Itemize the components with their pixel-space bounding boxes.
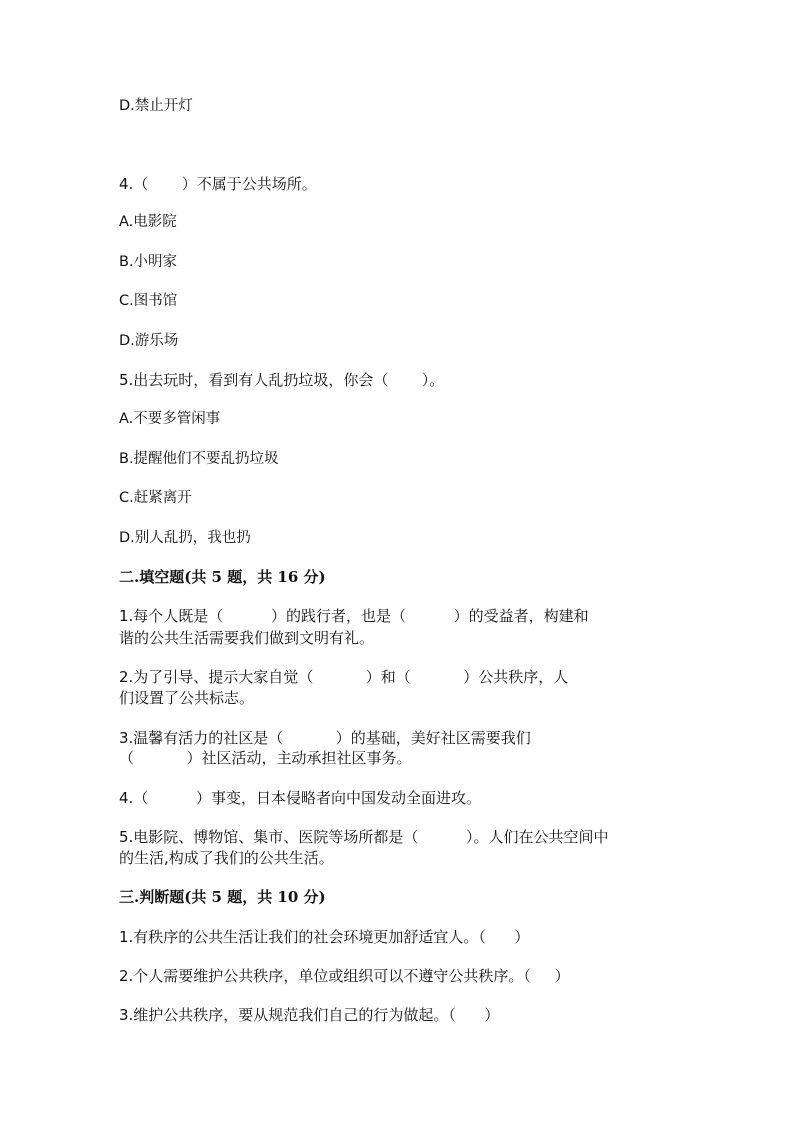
fill-q1-line1: 1.每个人既是（ ）的践行者，也是（ ）的受益者，构建和 <box>119 607 589 625</box>
q5-option-d: D.别人乱扔，我也扔 <box>119 530 251 546</box>
fill-q2-line2: 们设置了公共标志。 <box>119 689 255 707</box>
fill-q5-line2: 的生活,构成了我们的公共生活。 <box>119 849 334 867</box>
q3-option-d: D.禁止开灯 <box>119 98 193 114</box>
fill-q2-line1: 2.为了引导、提示大家自觉（ ）和（ ）公共秩序，人 <box>119 668 569 686</box>
q5-option-a: A.不要多管闲事 <box>119 411 221 427</box>
fill-q4: 4.（ ）事变，日本侵略者向中国发动全面进攻。 <box>119 789 481 807</box>
q5-option-b: B.提醒他们不要乱扔垃圾 <box>119 451 279 467</box>
fill-q1-line2: 谐的公共生活需要我们做到文明有礼。 <box>119 629 375 647</box>
section-judge-heading: 三.判断题(共 5 题，共 10 分) <box>119 888 326 906</box>
q4-question: 4.（ ）不属于公共场所。 <box>119 175 317 193</box>
judge-q1: 1.有秩序的公共生活让我们的社会环境更加舒适宜人。（ ） <box>119 928 530 946</box>
q4-option-c: C.图书馆 <box>119 293 178 309</box>
judge-q3: 3.维护公共秩序，要从规范我们自己的行为做起。（ ） <box>119 1006 500 1024</box>
q4-option-d: D.游乐场 <box>119 333 179 349</box>
judge-q2: 2.个人需要维护公共秩序，单位或组织可以不遵守公共秩序。（ ） <box>119 967 570 985</box>
q5-question: 5.出去玩时，看到有人乱扔垃圾，你会（ ）。 <box>119 371 445 389</box>
q4-option-a: A.电影院 <box>119 214 177 230</box>
section-fill-in-heading: 二.填空题(共 5 题，共 16 分) <box>119 568 326 586</box>
q4-option-b: B.小明家 <box>119 254 178 270</box>
q5-option-c: C.赶紧离开 <box>119 490 192 506</box>
fill-q5-line1: 5.电影院、博物馆、集市、医院等场所都是（ ）。人们在公共空间中 <box>119 828 609 846</box>
fill-q3-line2: （ ）社区活动，主动承担社区事务。 <box>119 749 412 767</box>
fill-q3-line1: 3.温馨有活力的社区是（ ）的基础，美好社区需要我们 <box>119 729 531 747</box>
